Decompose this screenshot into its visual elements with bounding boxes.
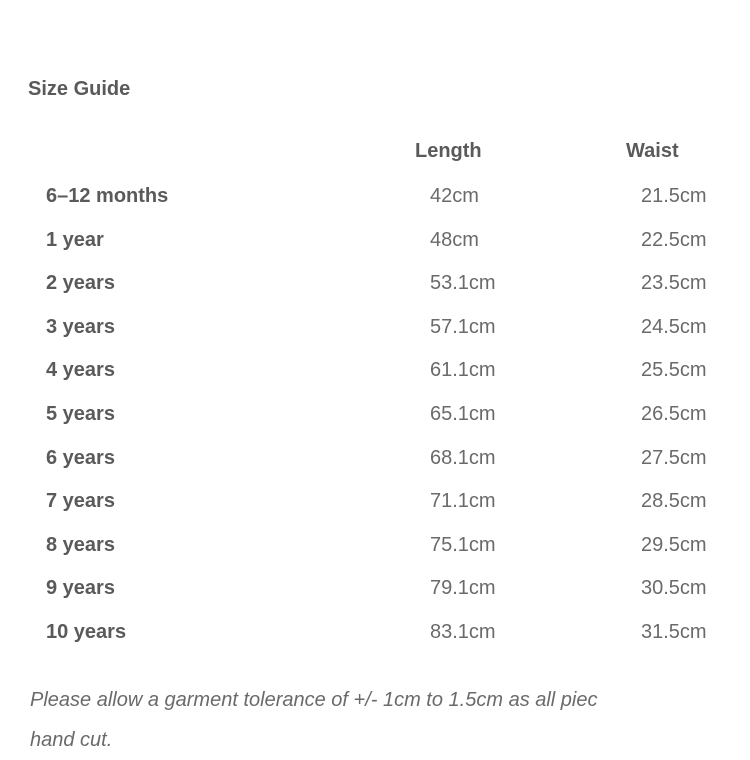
- waist-value: 28.5cm: [641, 490, 707, 513]
- size-label: 9 years: [46, 577, 115, 600]
- table-row: [0, 305, 750, 349]
- length-value: 71.1cm: [430, 490, 496, 513]
- waist-value: 26.5cm: [641, 402, 707, 425]
- length-value: 53.1cm: [430, 272, 496, 295]
- table-row: [0, 348, 750, 392]
- table-row: [0, 261, 750, 305]
- tolerance-note: [30, 680, 750, 760]
- length-value: 42cm: [430, 185, 479, 207]
- waist-value: 25.5cm: [641, 359, 707, 382]
- size-label: 1 year: [46, 228, 104, 251]
- length-value: 75.1cm: [430, 533, 496, 556]
- waist-value: 27.5cm: [641, 446, 707, 469]
- size-label: 6 years: [46, 446, 115, 469]
- tolerance-note-line-2: hand cut.: [30, 729, 113, 751]
- table-row: [0, 174, 750, 218]
- length-value: 79.1cm: [430, 577, 496, 600]
- table-row: [0, 479, 750, 523]
- waist-value: 23.5cm: [641, 272, 707, 295]
- table-row: [0, 218, 750, 262]
- table-row: [0, 436, 750, 480]
- length-value: 57.1cm: [430, 315, 496, 338]
- size-label: 7 years: [46, 490, 115, 513]
- size-label: 10 years: [46, 620, 127, 643]
- size-table: [0, 174, 750, 654]
- length-value: 68.1cm: [430, 446, 496, 469]
- tolerance-note-line-1: Please allow a garment tolerance of +/- 1cm to 1.5cm as all piec: [30, 689, 598, 711]
- waist-value: 22.5cm: [641, 228, 707, 251]
- size-label: 8 years: [46, 533, 115, 556]
- table-row: [0, 566, 750, 610]
- column-header-length: Length: [415, 140, 482, 162]
- page-title: Size Guide: [28, 78, 131, 100]
- size-label: 3 years: [46, 315, 115, 338]
- size-label: 4 years: [46, 359, 115, 382]
- length-value: 65.1cm: [430, 402, 496, 425]
- table-row: [0, 523, 750, 567]
- length-value: 48cm: [430, 228, 479, 251]
- waist-value: 31.5cm: [641, 620, 707, 643]
- waist-value: 29.5cm: [641, 533, 707, 556]
- table-row: [0, 392, 750, 436]
- length-value: 61.1cm: [430, 359, 496, 382]
- table-row: [0, 610, 750, 654]
- size-label: 6–12 months: [46, 185, 169, 207]
- column-header-waist: Waist: [626, 140, 679, 162]
- table-header: [0, 140, 750, 166]
- waist-value: 30.5cm: [641, 577, 707, 600]
- size-label: 2 years: [46, 272, 115, 295]
- waist-value: 21.5cm: [641, 185, 707, 207]
- size-label: 5 years: [46, 402, 115, 425]
- length-value: 83.1cm: [430, 620, 496, 643]
- waist-value: 24.5cm: [641, 315, 707, 338]
